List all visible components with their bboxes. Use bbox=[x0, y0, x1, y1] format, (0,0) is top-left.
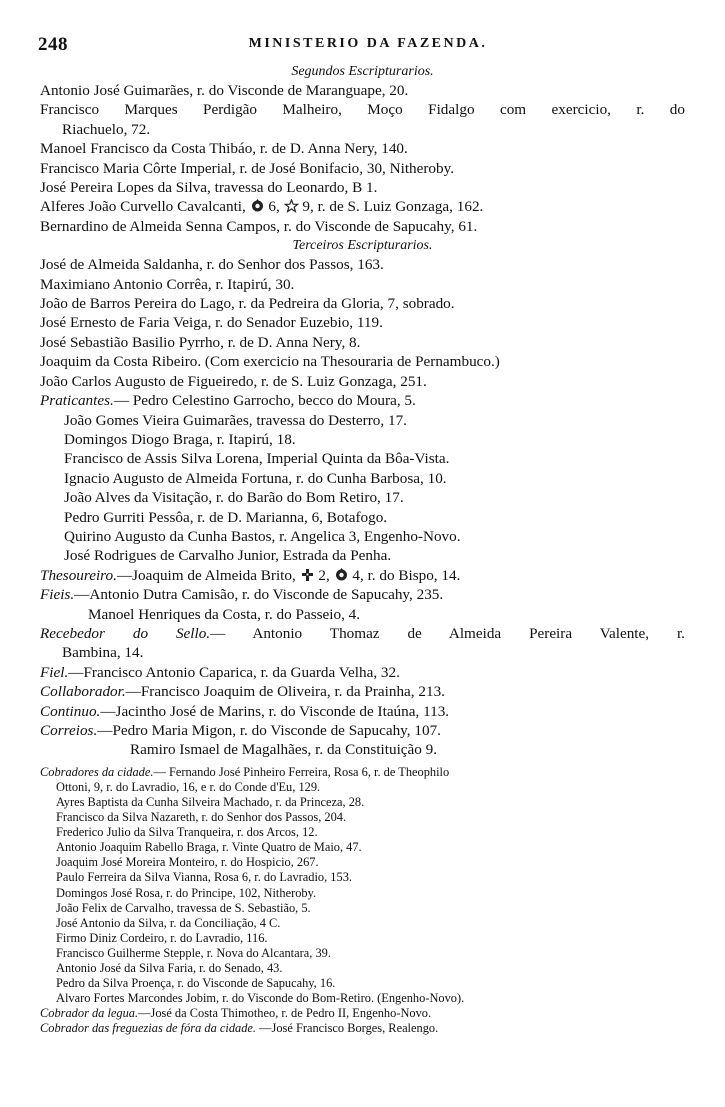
entry-line-continuation: Riachuelo, 72. bbox=[62, 120, 151, 138]
section-heading-segundos: Segundos Escripturarios. bbox=[291, 64, 434, 79]
entry-line: Francisco Marques Perdigão Malheiro, Moço Fidalgo com exercicio, r. do bbox=[40, 101, 685, 119]
entry-line: Ramiro Ismael de Magalhães, r. da Constituição 9. bbox=[130, 741, 438, 759]
page-header bbox=[38, 34, 698, 54]
entry-line: Alvaro Fortes Marcondes Jobim, r. do Visconde do Bom-Retiro. (Engenho-Novo). bbox=[56, 991, 465, 1006]
cobradores-heading-line bbox=[40, 765, 685, 780]
entry-text: 2, bbox=[318, 566, 330, 584]
entry-text: 4, r. do Bispo, 14. bbox=[352, 566, 461, 584]
entry-line-continuation: Ottoni, 9, r. do Lavradio, 16, e r. do Conde d'Eu, 129. bbox=[56, 779, 321, 794]
praticantes-label: Praticantes. bbox=[40, 392, 114, 410]
entry-line: Antonio José da Silva Faria, r. do Senado, 43. bbox=[56, 961, 283, 976]
thesoureiro-line bbox=[40, 566, 685, 585]
entry-text: 6, bbox=[268, 198, 280, 216]
correios-line bbox=[40, 721, 685, 740]
collaborador-line bbox=[40, 682, 685, 701]
entry-line: Joaquim da Costa Ribeiro. (Com exercicio na Thesouraria de Pernambuco.) bbox=[40, 353, 500, 371]
entry-line: Domingos José Rosa, r. do Principe, 102, Nitheroby. bbox=[56, 885, 317, 900]
fieis-line bbox=[40, 585, 685, 604]
entry-line: Quirino Augusto da Cunha Bastos, r. Angelica 3, Engenho-Novo. bbox=[64, 527, 461, 545]
entry-line: Bernardino de Almeida Senna Campos, r. do Visconde de Sapucahy, 61. bbox=[40, 217, 478, 235]
praticantes-heading-line bbox=[40, 391, 685, 410]
entry-line: Ignacio Augusto de Almeida Fortuna, r. do Cunha Barbosa, 10. bbox=[64, 469, 447, 487]
order-insignia-icon bbox=[334, 568, 349, 582]
entry-line: José Sebastião Basilio Pyrrho, r. de D. Anna Nery, 8. bbox=[40, 333, 361, 351]
entry-line: José de Almeida Saldanha, r. do Senhor dos Passos, 163. bbox=[40, 256, 384, 274]
entry-line: Pedro da Silva Proença, r. do Visconde de Sapucahy, 16. bbox=[56, 976, 336, 991]
section-heading-terceiros: Terceiros Escripturarios. bbox=[292, 238, 433, 254]
entry-text: —José Francisco Borges, Realengo. bbox=[256, 1021, 439, 1036]
entry-line: Paulo Ferreira da Silva Vianna, Rosa 6, r. do Lavradio, 153. bbox=[56, 870, 352, 885]
entry-line: João de Barros Pereira do Lago, r. da Pedreira da Gloria, 7, sobrado. bbox=[40, 295, 455, 313]
recebedor-label: Recebedor do Sello. bbox=[40, 624, 211, 642]
continuo-line bbox=[40, 702, 685, 721]
entry-line: Joaquim José Moreira Monteiro, r. do Hospicio, 267. bbox=[56, 855, 319, 870]
entry-text: Alferes João Curvello Cavalcanti, bbox=[40, 198, 246, 216]
star-icon bbox=[284, 199, 299, 213]
entry-line: Francisco de Assis Silva Lorena, Imperial Quinta da Bôa-Vista. bbox=[64, 450, 450, 468]
cobrador-legua-line bbox=[40, 1006, 685, 1021]
entry-line: José Rodrigues de Carvalho Junior, Estrada da Penha. bbox=[64, 547, 392, 565]
thesoureiro-label: Thesoureiro. bbox=[40, 566, 117, 584]
entry-text: —Francisco Joaquim de Oliveira, r. da Prainha, 213. bbox=[125, 683, 445, 701]
entry-text: 9, r. de S. Luiz Gonzaga, 162. bbox=[302, 198, 484, 216]
cobrador-legua-label: Cobrador da legua. bbox=[40, 1006, 139, 1021]
entry-line: José Pereira Lopes da Silva, travessa do Leonardo, B 1. bbox=[40, 179, 378, 197]
entry-text: — Antonio Thomaz de Almeida Pereira Valente, r. bbox=[210, 624, 685, 642]
entry-line: Francisco da Silva Nazareth, r. do Senhor dos Passos, 204. bbox=[56, 810, 347, 825]
entry-text: —Pedro Maria Migon, r. do Visconde de Sapucahy, 107. bbox=[97, 722, 441, 739]
entry-line: Francisco Guilherme Stepple, r. Nova do Alcantara, 39. bbox=[56, 945, 331, 960]
entry-line: Frederico Julio da Silva Tranqueira, r. dos Arcos, 12. bbox=[56, 825, 318, 840]
entry-line: Domingos Diogo Braga, r. Itapirú, 18. bbox=[64, 430, 296, 448]
entry-line: Manoel Henriques da Costa, r. do Passeio, 4. bbox=[88, 605, 361, 623]
cobrador-freguezias-label: Cobrador das freguezias de fóra da cidade. bbox=[40, 1021, 257, 1036]
entry-text: — Fernando José Pinheiro Ferreira, Rosa 6, r. de Theophilo bbox=[153, 764, 450, 779]
document-body bbox=[40, 62, 685, 1037]
entry-line: João Alves da Visitação, r. do Barão do Bom Retiro, 17. bbox=[64, 489, 404, 507]
entry-line: José Ernesto de Faria Veiga, r. do Senador Euzebio, 119. bbox=[40, 314, 383, 332]
entry-line: João Felix de Carvalho, travessa de S. Sebastião, 5. bbox=[56, 900, 311, 915]
entry-line: João Carlos Augusto de Figueiredo, r. de S. Luiz Gonzaga, 251. bbox=[40, 372, 427, 390]
cross-icon bbox=[300, 568, 315, 582]
entry-line: Francisco Maria Côrte Imperial, r. de José Bonifacio, 30, Nitheroby. bbox=[40, 159, 455, 177]
cobrador-freguezias-line bbox=[40, 1021, 685, 1036]
entry-line: Pedro Gurriti Pessôa, r. de D. Marianna, 6, Botafogo. bbox=[64, 508, 388, 526]
entry-line: Manoel Francisco da Costa Thibáo, r. de D. Anna Nery, 140. bbox=[40, 140, 408, 158]
entry-line: Antonio Joaquim Rabello Braga, r. Vinte Quatro de Maio, 47. bbox=[56, 840, 362, 855]
entry-line: José Antonio da Silva, r. da Conciliação, 4 C. bbox=[56, 915, 281, 930]
entry-line: João Gomes Vieira Guimarães, travessa do Desterro, 17. bbox=[64, 411, 407, 429]
collaborador-label: Collaborador. bbox=[40, 683, 126, 701]
correios-label: Correios. bbox=[40, 722, 98, 739]
page-number: 248 bbox=[38, 34, 68, 55]
cobradores-label: Cobradores da cidade. bbox=[40, 764, 154, 779]
order-insignia-icon bbox=[250, 199, 265, 213]
entry-line: Firmo Diniz Cordeiro, r. do Lavradio, 116. bbox=[56, 930, 268, 945]
continuo-label: Continuo. bbox=[40, 702, 101, 720]
entry-line bbox=[40, 197, 685, 216]
fieis-label: Fieis. bbox=[40, 586, 75, 604]
entry-line-continuation: Bambina, 14. bbox=[62, 644, 144, 662]
entry-line: Ayres Baptista da Cunha Silveira Machado, r. da Princeza, 28. bbox=[56, 795, 365, 809]
entry-text: —Joaquim de Almeida Brito, bbox=[116, 566, 296, 584]
entry-line: Maximiano Antonio Corrêa, r. Itapirú, 30. bbox=[40, 275, 295, 293]
fiel-line bbox=[40, 663, 685, 682]
entry-line: Antonio José Guimarães, r. do Visconde de Maranguape, 20. bbox=[40, 82, 409, 99]
entry-text: — Pedro Celestino Garrocho, becco do Moura, 5. bbox=[113, 392, 416, 410]
entry-text: —Francisco Antonio Caparica, r. da Guarda Velha, 32. bbox=[68, 663, 400, 681]
entry-text: —Jacintho José de Marins, r. do Visconde de Itaúna, 113. bbox=[100, 702, 450, 720]
entry-text: —Antonio Dutra Camisão, r. do Visconde de Sapucahy, 235. bbox=[74, 586, 444, 604]
recebedor-line bbox=[40, 624, 685, 643]
fiel-label: Fiel. bbox=[40, 663, 69, 681]
page-title: MINISTERIO DA FAZENDA. bbox=[248, 36, 488, 51]
entry-text: —José da Costa Thimotheo, r. de Pedro II, Engenho-Novo. bbox=[138, 1006, 432, 1021]
